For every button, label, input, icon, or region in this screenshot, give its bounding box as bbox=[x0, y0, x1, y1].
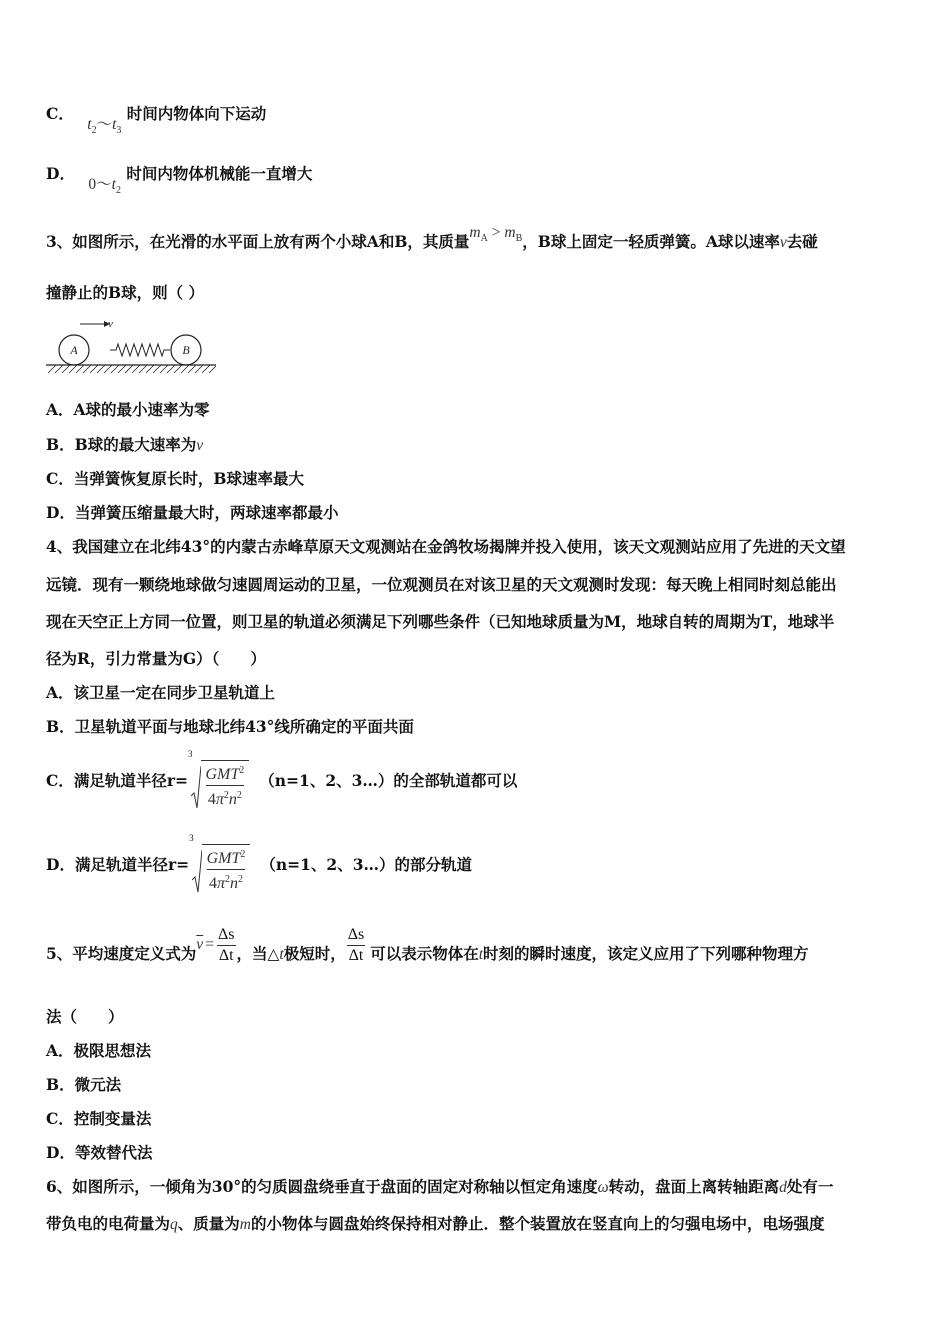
q5-stem-line-2: 法（ ） bbox=[46, 1007, 124, 1026]
math-pi: π bbox=[215, 791, 224, 808]
q5-option-d bbox=[46, 1143, 152, 1163]
q6-stem-line-2 bbox=[46, 1214, 825, 1235]
denominator: Δt bbox=[218, 946, 234, 964]
option-label: A． bbox=[46, 400, 74, 419]
numerator: GMT bbox=[206, 850, 241, 867]
q3-option-b bbox=[46, 435, 203, 456]
math-v-bar: $\overline{v}$ bbox=[196, 936, 204, 953]
cube-root-formula bbox=[188, 749, 249, 810]
option-text: 时间内物体向下运动 bbox=[126, 104, 267, 123]
numerator: Δs bbox=[217, 925, 235, 943]
root-index: 3 bbox=[188, 749, 193, 759]
math-four: 4 bbox=[208, 875, 217, 892]
q2-option-c bbox=[46, 104, 267, 136]
math-sub: A bbox=[480, 233, 488, 244]
option-label: B． bbox=[46, 1075, 75, 1094]
q6-stem-text: 带负电的电荷量为 bbox=[46, 1214, 171, 1233]
denominator: Δt bbox=[348, 946, 364, 964]
q5-stem-line-1 bbox=[46, 922, 809, 986]
q3-stem-text: 3、如图所示，在光滑的水平面上放有两个小球A和B，其质量 bbox=[46, 232, 470, 251]
option-label: D． bbox=[46, 1143, 75, 1162]
math-d: d bbox=[779, 1179, 787, 1196]
option-text: 控制变量法 bbox=[73, 1109, 152, 1128]
fraction bbox=[216, 925, 237, 966]
math-t: t bbox=[87, 116, 92, 133]
avg-velocity-formula bbox=[196, 912, 236, 977]
fraction bbox=[204, 761, 247, 810]
option-text: 当弹簧恢复原长时，B球速率最大 bbox=[73, 469, 304, 488]
math-t: t bbox=[279, 946, 284, 963]
fraction bbox=[346, 925, 367, 966]
math-v: v bbox=[779, 234, 787, 251]
ball-a-label: A bbox=[70, 343, 78, 357]
option-label: C． bbox=[46, 1109, 74, 1128]
option-label: A． bbox=[46, 683, 74, 702]
q3-stem-text: ，B球上固定一轻质弹簧。A球以速率 bbox=[522, 232, 780, 251]
q5-stem-text: 时刻的瞬时速度，该定义应用了下列哪种物理方 bbox=[483, 944, 809, 963]
q3-stem-text: 去碰 bbox=[786, 232, 818, 251]
spring bbox=[110, 344, 170, 356]
q3-option-c bbox=[46, 469, 304, 489]
q4-stem-line-1: 4、我国建立在北纬43°的内蒙古赤峰草原天文观测站在金鸽牧场揭牌并投入使用，该天文观测站应用了先进的天文望 bbox=[46, 537, 846, 556]
q4-option-c bbox=[46, 749, 518, 809]
q4-stem-line-2: 远镜．现有一颗绕地球做匀速圆周运动的卫星，一位观测员在对该卫星的天文观测时发现：每天晚上相同时刻总能出 bbox=[46, 575, 837, 594]
option-text: 满足轨道半径r= bbox=[73, 771, 188, 790]
q6-stem-text: 的小物体与圆盘始终保持相对静止．整个装置放在竖直向上的匀强电场中，电场强度 bbox=[250, 1214, 825, 1233]
q3-mass-inequality bbox=[469, 222, 522, 249]
math-m: m bbox=[239, 1216, 251, 1233]
q5-option-a bbox=[46, 1041, 151, 1061]
q3-option-d bbox=[46, 503, 338, 523]
q3-option-a bbox=[46, 400, 210, 420]
math-v: v bbox=[196, 437, 204, 454]
option-text: A球的最小速率为零 bbox=[73, 400, 210, 419]
math-four: 4 bbox=[207, 791, 216, 808]
option-text: （n=1、2、3…）的全部轨道都可以 bbox=[259, 771, 518, 790]
math-sub: B bbox=[515, 233, 523, 244]
option-text: 时间内物体机械能一直增大 bbox=[126, 164, 313, 183]
q5-stem-text: 可以表示物体在 bbox=[370, 944, 479, 963]
q5-option-b bbox=[46, 1075, 121, 1095]
option-text: 极限思想法 bbox=[73, 1041, 152, 1060]
option-text: B球的最大速率为 bbox=[74, 435, 197, 454]
fraction bbox=[205, 845, 248, 894]
q3-stem-line-1 bbox=[46, 224, 818, 259]
q5-stem-text: 5、平均速度定义式为 bbox=[46, 944, 197, 963]
option-text: 微元法 bbox=[74, 1075, 122, 1094]
q6-stem-line-1 bbox=[46, 1177, 833, 1198]
option-text: 该卫星一定在同步卫星轨道上 bbox=[73, 683, 276, 702]
option-text: 满足轨道半径r= bbox=[74, 855, 190, 874]
math-m: m bbox=[504, 224, 516, 241]
math-zero: 0 bbox=[88, 176, 97, 193]
math-gt: > bbox=[487, 224, 505, 241]
option-label: A． bbox=[46, 1041, 74, 1060]
math-pi: π bbox=[216, 875, 225, 892]
math-t: t bbox=[112, 116, 117, 133]
q4-option-a bbox=[46, 683, 275, 703]
option-label: B． bbox=[46, 435, 75, 454]
q6-stem-text: 、质量为 bbox=[177, 1214, 240, 1233]
numerator: Δs bbox=[347, 925, 365, 943]
cube-root-formula bbox=[189, 833, 250, 894]
math-sup: 2 bbox=[239, 765, 245, 776]
option-text: 等效替代法 bbox=[74, 1143, 153, 1162]
math-eq: = bbox=[205, 936, 214, 953]
q4-stem-line-3: 现在天空正上方同一位置，则卫星的轨道必须满足下列哪些条件（已知地球质量为M，地球自转的周期为T，地球半 bbox=[46, 612, 835, 631]
option-label: C． bbox=[46, 771, 74, 790]
math-t: t bbox=[111, 176, 116, 193]
math-omega: ω bbox=[597, 1179, 609, 1196]
math-tilde: ～ bbox=[96, 116, 113, 133]
q5-option-c bbox=[46, 1109, 151, 1129]
math-sup: 2 bbox=[236, 790, 242, 801]
math-q: q bbox=[170, 1216, 178, 1233]
velocity-arrow bbox=[80, 321, 110, 327]
option-label: D． bbox=[46, 855, 75, 874]
q3-stem-line-2: 撞静止的B球，则（ ） bbox=[46, 283, 204, 302]
q6-stem-text: 6、如图所示，一倾角为30°的匀质圆盘绕垂直于盘面的固定对称轴以恒定角速度 bbox=[46, 1177, 598, 1196]
option-label: D． bbox=[46, 503, 75, 522]
option-text: （n=1、2、3…）的部分轨道 bbox=[260, 855, 473, 874]
option-label: C． bbox=[46, 104, 74, 123]
math-sup: 2 bbox=[238, 874, 243, 885]
q5-stem-text: ，当△ bbox=[236, 944, 280, 963]
math-sup: 2 bbox=[240, 849, 246, 860]
q3-figure-balls-spring bbox=[44, 314, 220, 378]
math-sub: 3 bbox=[116, 125, 122, 136]
option-label: B． bbox=[46, 717, 75, 736]
math-n: n bbox=[228, 791, 237, 808]
math-sub: 2 bbox=[115, 185, 121, 196]
numerator: GMT bbox=[205, 766, 240, 783]
q4-option-b bbox=[46, 717, 414, 737]
q2-option-d bbox=[46, 164, 313, 196]
math-sup: 2 bbox=[225, 874, 230, 885]
math-n: n bbox=[230, 875, 238, 892]
q4-option-d bbox=[46, 833, 473, 893]
q4-stem-line-4: 径为R，引力常量为G）（ ） bbox=[46, 649, 266, 668]
velocity-label: v bbox=[108, 318, 113, 330]
q5-stem-text: 极短时， bbox=[283, 944, 346, 963]
option-label: C． bbox=[46, 469, 74, 488]
option-label: D． bbox=[46, 164, 75, 183]
option-text: 当弹簧压缩量最大时，两球速率都最小 bbox=[74, 503, 339, 522]
option-text: 卫星轨道平面与地球北纬43°线所确定的平面共面 bbox=[74, 717, 414, 736]
ground-hatch bbox=[48, 365, 216, 373]
root-index: 3 bbox=[189, 833, 194, 843]
math-t: t bbox=[478, 946, 484, 963]
ball-b-label: B bbox=[182, 343, 190, 357]
math-tilde: ～ bbox=[96, 176, 112, 193]
math-sup: 2 bbox=[223, 790, 229, 801]
q6-stem-text: 处有一 bbox=[786, 1177, 834, 1196]
q6-stem-text: 转动，盘面上离转轴距离 bbox=[608, 1177, 780, 1196]
math-sub: 2 bbox=[91, 125, 97, 136]
math-m: m bbox=[469, 224, 481, 241]
